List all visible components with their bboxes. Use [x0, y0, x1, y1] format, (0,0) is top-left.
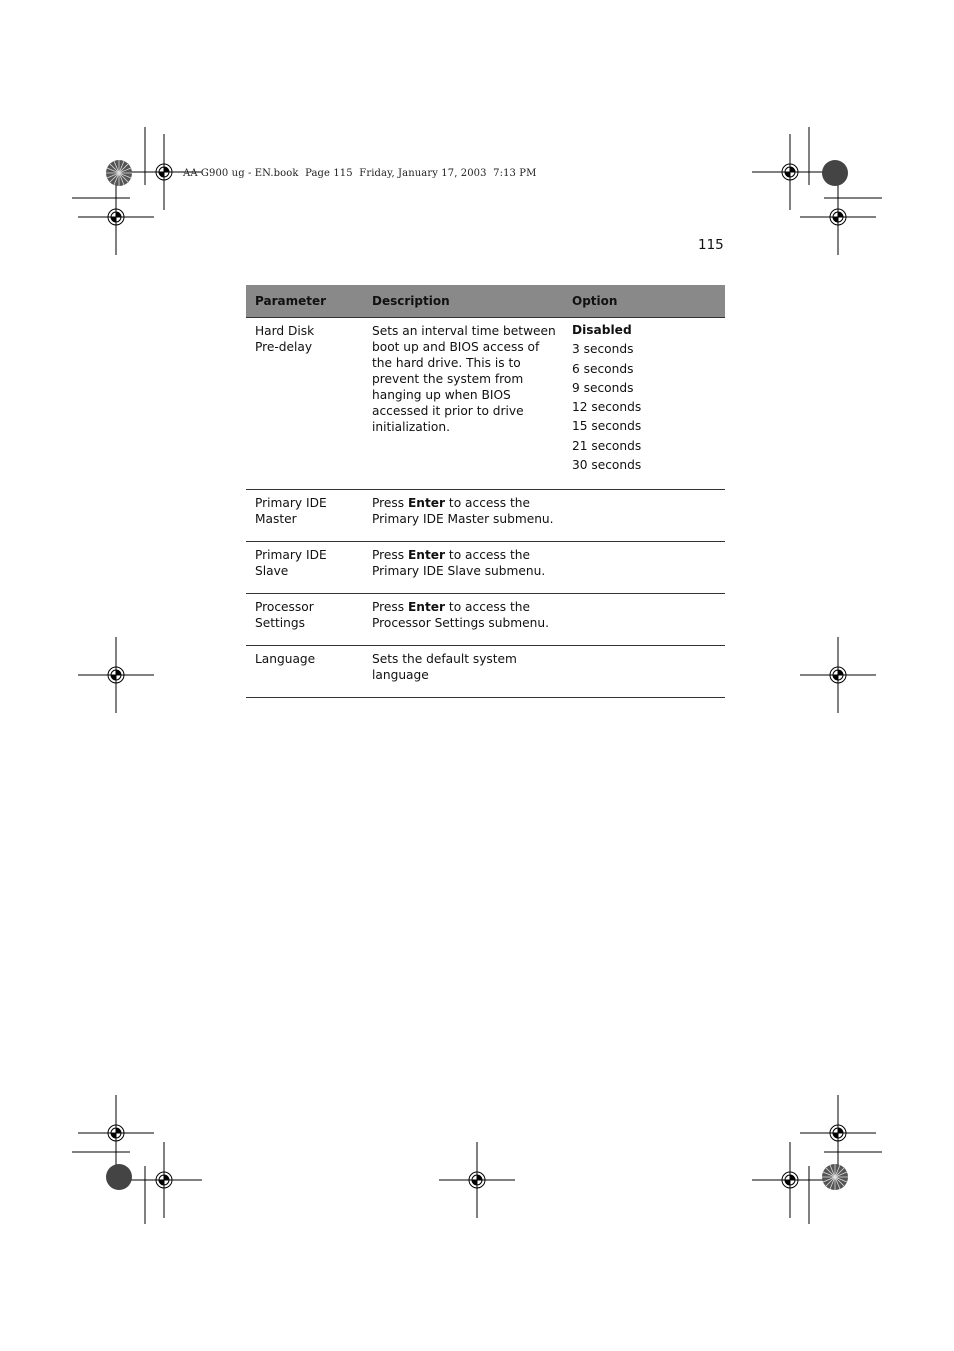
star-target — [106, 160, 132, 186]
target-mark — [78, 637, 154, 713]
description-cell — [363, 594, 563, 645]
option-cell — [563, 490, 725, 541]
param-cell — [246, 542, 363, 593]
page-number: 115 — [698, 237, 724, 253]
option-value: 12 seconds — [572, 400, 642, 415]
param-line: Processor — [255, 600, 314, 615]
param-line: Primary IDE — [255, 548, 327, 563]
param-cell — [246, 646, 363, 697]
target-mark — [78, 179, 154, 255]
description-line: Press Enter to access the — [372, 496, 530, 511]
target-mark — [752, 134, 828, 210]
option-cell — [563, 318, 725, 489]
description-line: Sets the default system — [372, 652, 517, 667]
density-dot — [106, 1164, 132, 1190]
description-line: Primary IDE Master submenu. — [372, 512, 554, 527]
param-line: Slave — [255, 564, 289, 579]
table-row — [246, 646, 725, 698]
target-mark — [752, 1142, 828, 1218]
key-name: Enter — [407, 600, 446, 615]
param-line: Hard Disk — [255, 324, 315, 338]
description-cell — [363, 490, 563, 541]
key-name: Enter — [407, 548, 446, 563]
table-row — [246, 318, 725, 490]
param-cell — [246, 318, 363, 489]
header-option: Option — [572, 294, 618, 308]
table-row — [246, 490, 725, 542]
header-parameter: Parameter — [255, 294, 327, 308]
target-mark — [126, 1142, 202, 1218]
option-value: 15 seconds — [572, 419, 642, 434]
description-line: Press Enter to access the — [372, 600, 530, 615]
description-line: Sets an interval time between — [372, 324, 556, 338]
table-row — [246, 594, 725, 646]
target-mark — [800, 179, 876, 255]
description-line: language — [372, 668, 429, 683]
option-cell — [563, 594, 725, 645]
target-mark — [800, 1095, 876, 1171]
param-line: Master — [255, 512, 297, 527]
print-slug: AA G900 ug - EN.book Page 115 Friday, January 17, 2003 7:13 PM — [183, 168, 537, 179]
header-description: Description — [372, 294, 450, 308]
bios-parameter-table — [246, 285, 725, 698]
description-cell — [363, 542, 563, 593]
param-cell — [246, 594, 363, 645]
density-dot — [822, 160, 848, 186]
description-line: the hard drive. This is to — [372, 356, 521, 370]
description-line: Primary IDE Slave submenu. — [372, 564, 546, 579]
star-target — [822, 1164, 848, 1190]
target-mark — [78, 1095, 154, 1171]
description-line: initialization. — [372, 420, 450, 434]
param-line: Settings — [255, 616, 305, 631]
option-value: 6 seconds — [572, 361, 634, 376]
option-cell — [563, 542, 725, 593]
option-value: 30 seconds — [572, 458, 642, 473]
target-mark — [800, 637, 876, 713]
description-cell — [363, 646, 563, 697]
target-mark — [439, 1142, 515, 1218]
key-name: Enter — [407, 496, 446, 511]
description-cell — [363, 318, 563, 489]
option-value: 3 seconds — [572, 342, 634, 357]
table-row — [246, 542, 725, 594]
description-line: Press Enter to access the — [372, 548, 530, 563]
param-line: Primary IDE — [255, 496, 327, 511]
description-line: accessed it prior to drive — [372, 404, 524, 418]
option-default: Disabled — [572, 323, 632, 337]
option-value: 21 seconds — [572, 438, 642, 453]
table-header — [246, 285, 725, 318]
description-line: boot up and BIOS access of — [372, 340, 540, 354]
description-line: hanging up when BIOS — [372, 388, 511, 402]
param-line: Pre-delay — [255, 340, 313, 354]
description-line: Processor Settings submenu. — [372, 616, 549, 631]
param-line: Language — [255, 652, 316, 667]
option-value: 9 seconds — [572, 380, 634, 395]
option-cell — [563, 646, 725, 697]
description-line: prevent the system from — [372, 372, 524, 386]
param-cell — [246, 490, 363, 541]
